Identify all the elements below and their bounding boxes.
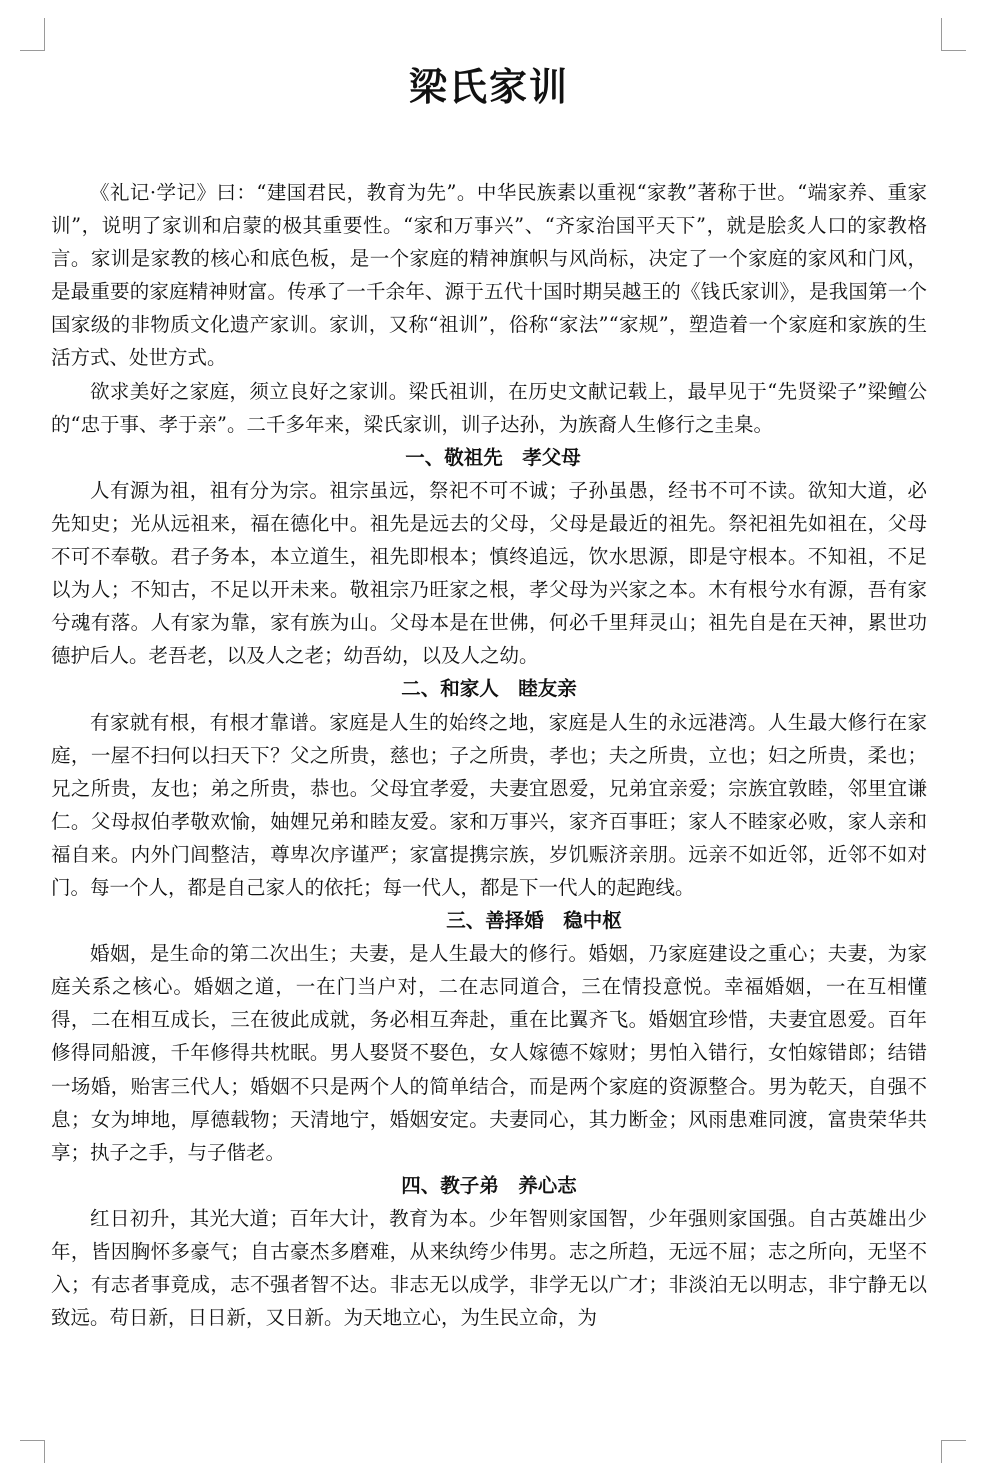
document-page — [51, 0, 927, 1334]
section-paragraph: 红日初升，其光大道；百年大计，教育为本。少年智则家国智，少年强则家国强。自古英雄出少年，皆因胸怀多豪气；自古豪杰多磨难，从来纨绔少伟男。志之所趋，无远不屈；志之所向，无坚不入；有志者事竟成，志不强者智不达。非志无以成学，非学无以广才；非淡泊无以明志，非宁静无以致远。苟日新，日日新，又日新。为天地立心，为生民立命，为 — [51, 1206, 927, 1330]
section-heading: 三、善择婚 稳中枢 — [446, 909, 622, 933]
section-heading: 一、敬祖先 孝父母 — [405, 445, 581, 469]
section-paragraph: 有家就有根，有根才靠谱。家庭是人生的始终之地，家庭是人生的永远港湾。人生最大修行在家庭，一屋不扫何以扫天下？父之所贵，慈也；子之所贵，孝也；夫之所贵，立也；妇之所贵，柔也；兄之所贵，友也；弟之所贵，恭也。父母宜孝爱，夫妻宜恩爱，兄弟宜亲爱；宗族宜敦睦，邻里宜谦仁。父母叔伯孝敬欢愉，妯娌兄弟和睦友爱。家和万事兴，家齐百事旺；家人不睦家必败，家人亲和福自来。内外门闾整洁，尊卑次序谨严；家富提携宗族，岁饥赈济亲朋。远亲不如近邻，近邻不如对门。每一个人，都是自己家人的依托；每一代人，都是下一代人的起跑线。 — [51, 710, 927, 899]
section-heading: 四、教子弟 养心志 — [401, 1173, 577, 1197]
document-body — [51, 176, 927, 1334]
section-paragraph: 人有源为祖，祖有分为宗。祖宗虽远，祭祀不可不诚；子孙虽愚，经书不可不读。欲知大道，必先知史；光从远祖来，福在德化中。祖先是远去的父母，父母是最近的祖先。祭祀祖先如祖在，父母不可不奉敬。君子务本，本立道生，祖先即根本；慎终追远，饮水思源，即是守根本。不知祖，不足以为人；不知古，不足以开未来。敬祖宗乃旺家之根，孝父母为兴家之本。木有根兮水有源，吾有家兮魂有落。人有家为靠，家有族为山。父母本是在世佛，何必千里拜灵山；祖先自是在天神，累世功德护后人。老吾老，以及人之老；幼吾幼，以及人之幼。 — [51, 478, 927, 668]
corner-mark-top-left — [20, 18, 45, 51]
corner-mark-bottom-right — [941, 1440, 966, 1463]
section-heading: 二、和家人 睦友亲 — [401, 677, 577, 701]
document-title: 梁氏家训 — [408, 64, 569, 109]
corner-mark-bottom-left — [20, 1440, 45, 1463]
corner-mark-top-right — [941, 18, 966, 51]
intro-paragraph: 欲求美好之家庭，须立良好之家训。梁氏祖训，在历史文献记载上，最早见于“先贤梁子”梁鳣公的“忠于事、孝于亲”。二千多年来，梁氏家训，训子达孙，为族裔人生修行之圭臬。 — [51, 379, 927, 436]
section-paragraph: 婚姻，是生命的第二次出生；夫妻，是人生最大的修行。婚姻，乃家庭建设之重心；夫妻，为家庭关系之核心。婚姻之道，一在门当户对，二在志同道合，三在情投意悦。幸福婚姻，一在互相懂得，二在相互成长，三在彼此成就，务必相互奔赴，重在比翼齐飞。婚姻宜珍惜，夫妻宜恩爱。百年修得同船渡，千年修得共枕眠。男人娶贤不娶色，女人嫁德不嫁财；男怕入错行，女怕嫁错郎；结错一场婚，贻害三代人；婚姻不只是两个人的简单结合，而是两个家庭的资源整合。男为乾天，自强不息；女为坤地，厚德载物；天清地宁，婚姻安定。夫妻同心，其力断金；风雨患难同渡，富贵荣华共享；执子之手，与子偕老。 — [51, 942, 927, 1164]
intro-paragraph: 《礼记·学记》曰：“建国君民，教育为先”。中华民族素以重视“家教”著称于世。“端家养、重家训”，说明了家训和启蒙的极其重要性。“家和万事兴”、“齐家治国平天下”，就是脍炙人口的家教格言。家训是家教的核心和底色板，是一个家庭的精神旗帜与风尚标，决定了一个家庭的家风和门风，是最重要的家庭精神财富。传承了一千余年、源于五代十国时期吴越王的《钱氏家训》，是我国第一个国家级的非物质文化遗产家训。家训，又称“祖训”，俗称“家法”“家规”，塑造着一个家庭和家族的生活方式、处世方式。 — [51, 181, 927, 370]
